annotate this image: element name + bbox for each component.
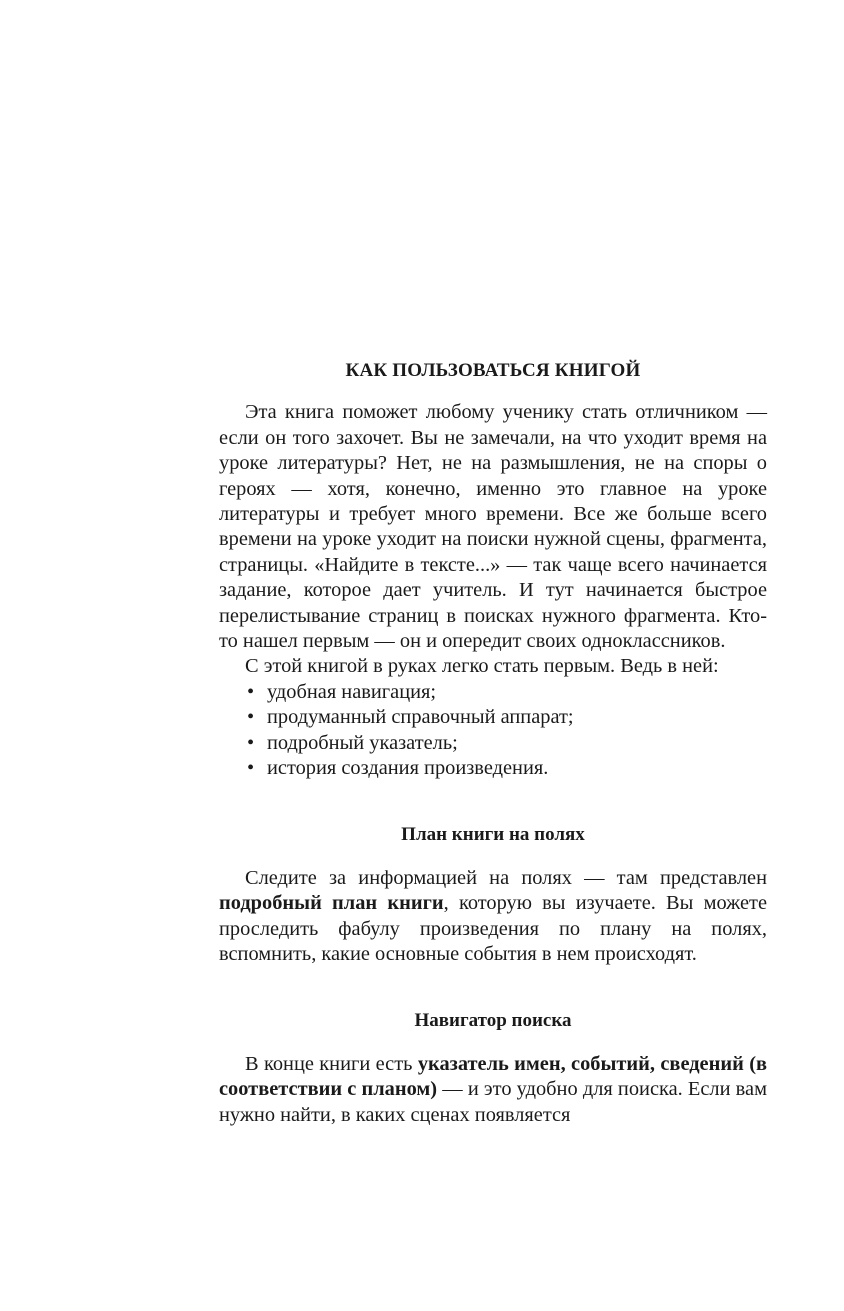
list-item: • история создания произведения. — [219, 756, 767, 781]
plan-text-after: , которую вы изучаете. Вы можете проследить фабулу произведения по плану на полях, вспомнить, какие основные события в нем происходят. — [219, 892, 767, 966]
plan-text-before: Следите за информацией на полях — там представлен — [245, 866, 767, 889]
navigator-paragraph — [219, 1052, 767, 1128]
plan-heading: План книги на полях — [401, 823, 585, 845]
plan-text-bold: подробный план книги — [219, 892, 444, 915]
list-item: • продуманный справочный аппарат; — [219, 705, 767, 730]
list-item: • удобная навигация; — [219, 680, 767, 705]
list-item: • подробный указатель; — [219, 731, 767, 756]
section-title: КАК ПОЛЬЗОВАТЬСЯ КНИГОЙ — [345, 360, 641, 381]
navigator-text-before: В конце книги есть — [245, 1052, 418, 1075]
navigator-text-after: — и это удобно для поиска. Если вам нужно найти, в каких сценах появляется — [219, 1078, 767, 1126]
navigator-heading: Навигатор поиска — [414, 1009, 572, 1031]
navigator-text-bold: указатель имен, событий, сведений (в соответствии с планом) — [219, 1052, 767, 1101]
plan-paragraph — [219, 866, 767, 968]
features-list — [219, 680, 767, 782]
book-page — [219, 358, 767, 1128]
second-paragraph: С этой книгой в руках легко стать первым. Ведь в ней: — [245, 655, 719, 678]
intro-paragraph: Эта книга поможет любому ученику стать отличником — если он того захочет. Вы не замечали, на что уходит время на уроке литературы? Нет, не на размышления, не на споры о героях — хотя, конечно, именно это главное на уроке литературы и требует много времени. Все же больше всего времени на уроке уходит на поиски нужной сцены, фрагмента, страницы. «Найдите в тексте...» — так чаще всего начинается задание, которое дает учитель. И тут начинается быстрое перелистывание страниц в поисках нужного фрагмента. Кто-то нашел первым — он и опередит своих одноклассников. — [219, 401, 767, 653]
